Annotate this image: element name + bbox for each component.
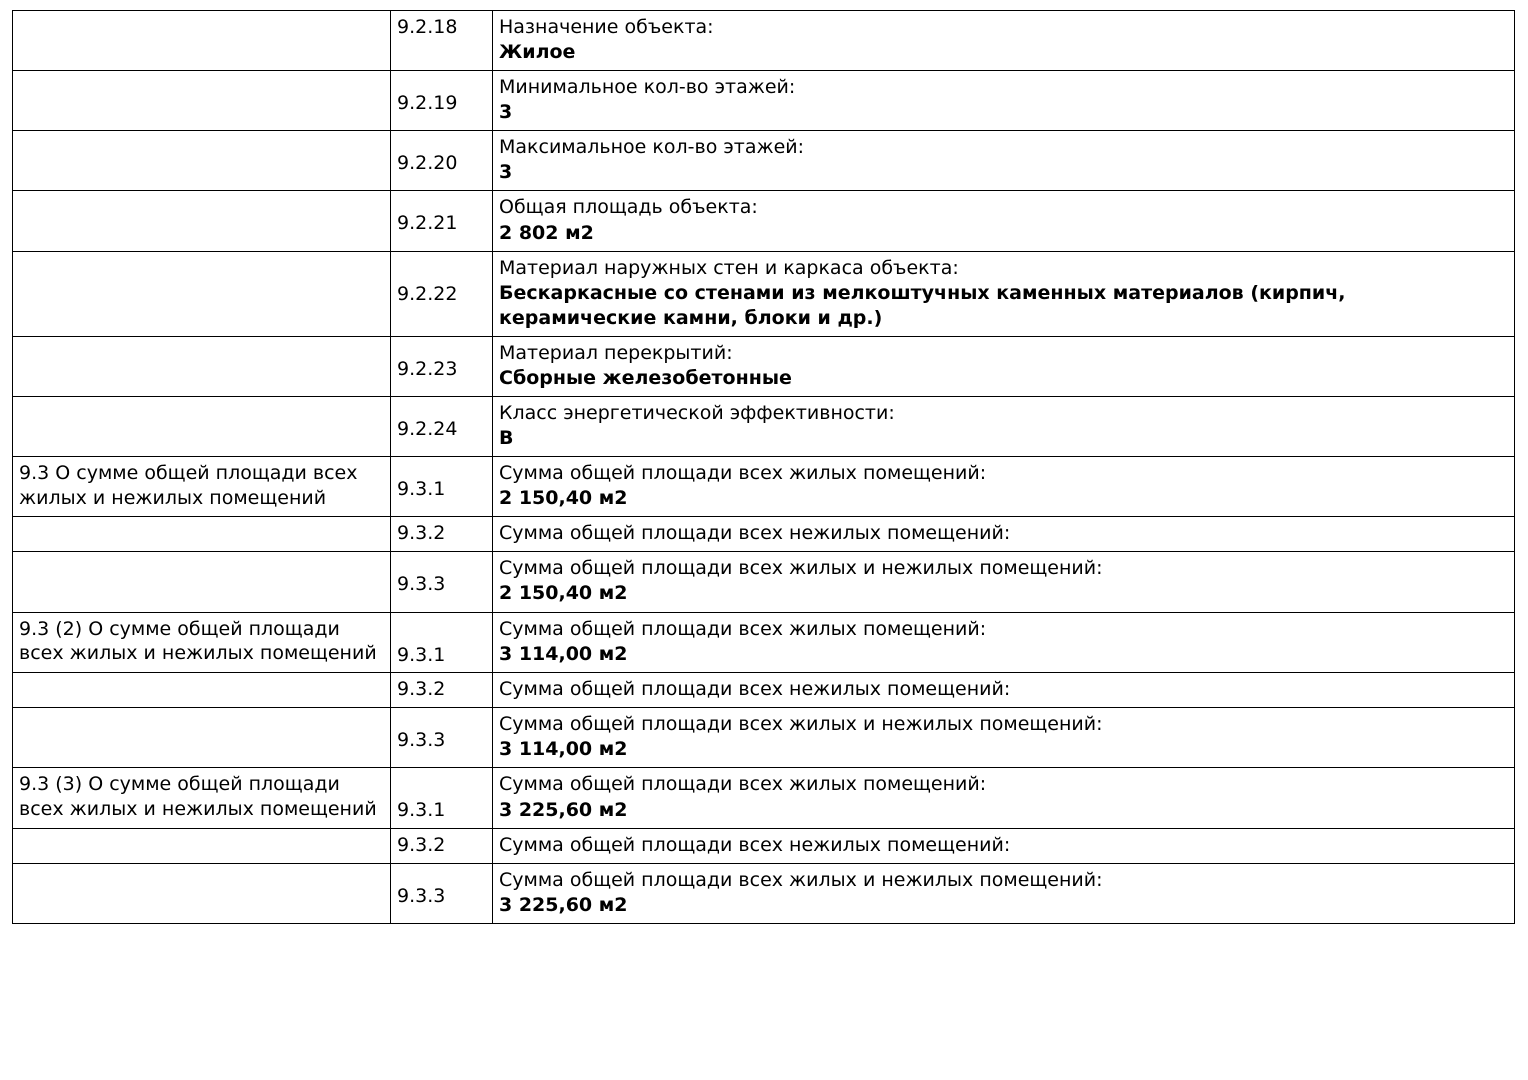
code-label: 9.2.20 bbox=[397, 152, 458, 175]
field-label: Сумма общей площади всех жилых помещений: bbox=[499, 617, 987, 640]
field-value: 3 225,60 м2 bbox=[499, 894, 628, 917]
code-label: 9.3.2 bbox=[397, 834, 446, 857]
section-cell bbox=[13, 251, 391, 336]
code-cell bbox=[391, 864, 493, 924]
field-label: Сумма общей площади всех нежилых помещений: bbox=[499, 522, 1011, 545]
field-label: Назначение объекта: bbox=[499, 16, 714, 38]
code-label: 9.3.3 bbox=[397, 573, 446, 596]
content-cell bbox=[493, 457, 1515, 517]
table-row bbox=[13, 131, 1515, 191]
content-cell bbox=[493, 11, 1515, 71]
content-cell bbox=[493, 864, 1515, 924]
code-cell bbox=[391, 71, 493, 131]
field-label: Материал наружных стен и каркаса объекта: bbox=[499, 256, 959, 279]
field-value: 3 225,60 м2 bbox=[499, 798, 628, 821]
code-label: 9.3.2 bbox=[397, 522, 446, 545]
table-row bbox=[13, 673, 1515, 708]
code-cell bbox=[391, 673, 493, 708]
code-label: 9.3.1 bbox=[397, 478, 446, 501]
code-label: 9.3.1 bbox=[397, 799, 446, 822]
code-cell bbox=[391, 191, 493, 251]
content-cell bbox=[493, 829, 1515, 864]
table-row bbox=[13, 829, 1515, 864]
field-value: 2 802 м2 bbox=[499, 221, 594, 244]
code-label: 9.3.1 bbox=[397, 643, 446, 666]
section-cell bbox=[13, 673, 391, 708]
content-cell bbox=[493, 131, 1515, 191]
field-value: 3 bbox=[499, 101, 513, 124]
section-cell bbox=[13, 517, 391, 552]
field-value: Жилое bbox=[499, 41, 576, 64]
table-row bbox=[13, 397, 1515, 457]
code-label: 9.2.21 bbox=[397, 212, 458, 235]
code-cell bbox=[391, 336, 493, 396]
section-cell bbox=[13, 457, 391, 517]
table-row bbox=[13, 708, 1515, 768]
table-row bbox=[13, 552, 1515, 612]
code-label: 9.3.2 bbox=[397, 678, 446, 701]
table-row bbox=[13, 517, 1515, 552]
code-cell bbox=[391, 11, 493, 71]
code-label: 9.2.19 bbox=[397, 92, 458, 115]
field-value: В bbox=[499, 427, 514, 450]
table-row bbox=[13, 71, 1515, 131]
field-value: 3 114,00 м2 bbox=[499, 738, 628, 761]
section-cell bbox=[13, 336, 391, 396]
table-row bbox=[13, 457, 1515, 517]
table-row bbox=[13, 11, 1515, 71]
section-cell bbox=[13, 829, 391, 864]
code-cell bbox=[391, 457, 493, 517]
table-row bbox=[13, 191, 1515, 251]
section-label: 9.3 О сумме общей площади всех жилых и нежилых помещений bbox=[19, 462, 358, 509]
field-label: Максимальное кол-во этажей: bbox=[499, 136, 805, 159]
content-cell bbox=[493, 397, 1515, 457]
code-label: 9.2.18 bbox=[397, 16, 458, 38]
field-value: 3 bbox=[499, 161, 513, 184]
field-label: Сумма общей площади всех жилых помещений: bbox=[499, 462, 987, 485]
field-value: Сборные железобетонные bbox=[499, 366, 792, 389]
field-label: Класс энергетической эффективности: bbox=[499, 402, 895, 425]
code-label: 9.2.22 bbox=[397, 282, 458, 305]
table-row bbox=[13, 864, 1515, 924]
field-label: Общая площадь объекта: bbox=[499, 196, 758, 219]
section-cell bbox=[13, 397, 391, 457]
code-label: 9.2.24 bbox=[397, 418, 458, 441]
declaration-table bbox=[12, 10, 1515, 924]
table-row bbox=[13, 768, 1515, 829]
field-label: Сумма общей площади всех жилых помещений: bbox=[499, 773, 987, 796]
code-cell bbox=[391, 829, 493, 864]
code-cell bbox=[391, 708, 493, 768]
field-value: 3 114,00 м2 bbox=[499, 642, 628, 665]
section-cell bbox=[13, 191, 391, 251]
field-label: Сумма общей площади всех жилых и нежилых помещений: bbox=[499, 557, 1103, 580]
table-row bbox=[13, 251, 1515, 336]
code-label: 9.3.3 bbox=[397, 729, 446, 752]
content-cell bbox=[493, 552, 1515, 612]
field-label: Сумма общей площади всех жилых и нежилых помещений: bbox=[499, 869, 1103, 892]
code-cell bbox=[391, 552, 493, 612]
section-label: 9.3 (3) О сумме общей площади всех жилых и нежилых помещений bbox=[19, 773, 377, 821]
section-cell bbox=[13, 864, 391, 924]
section-cell bbox=[13, 552, 391, 612]
content-cell bbox=[493, 673, 1515, 708]
content-cell bbox=[493, 612, 1515, 673]
code-cell bbox=[391, 517, 493, 552]
field-value: 2 150,40 м2 bbox=[499, 487, 628, 510]
code-label: 9.2.23 bbox=[397, 357, 458, 380]
code-cell bbox=[391, 612, 493, 673]
section-cell bbox=[13, 708, 391, 768]
section-cell bbox=[13, 11, 391, 71]
content-cell bbox=[493, 708, 1515, 768]
field-value: Бескаркасные со стенами из мелкоштучных каменных материалов (кирпич, керамические камни, блоки и др.) bbox=[499, 281, 1346, 329]
code-cell bbox=[391, 397, 493, 457]
table-body bbox=[13, 11, 1515, 924]
table-row bbox=[13, 336, 1515, 396]
content-cell bbox=[493, 517, 1515, 552]
field-label: Сумма общей площади всех жилых и нежилых помещений: bbox=[499, 713, 1103, 736]
section-cell bbox=[13, 768, 391, 829]
code-cell bbox=[391, 251, 493, 336]
code-cell bbox=[391, 131, 493, 191]
field-value: 2 150,40 м2 bbox=[499, 582, 628, 605]
content-cell bbox=[493, 768, 1515, 829]
field-label: Материал перекрытий: bbox=[499, 341, 733, 364]
field-label: Минимальное кол-во этажей: bbox=[499, 76, 796, 99]
section-label: 9.3 (2) О сумме общей площади всех жилых и нежилых помещений bbox=[19, 617, 377, 665]
field-label: Сумма общей площади всех нежилых помещений: bbox=[499, 834, 1011, 857]
section-cell bbox=[13, 71, 391, 131]
field-label: Сумма общей площади всех нежилых помещений: bbox=[499, 678, 1011, 701]
code-cell bbox=[391, 768, 493, 829]
content-cell bbox=[493, 336, 1515, 396]
table-row bbox=[13, 612, 1515, 673]
content-cell bbox=[493, 191, 1515, 251]
section-cell bbox=[13, 612, 391, 673]
section-cell bbox=[13, 131, 391, 191]
content-cell bbox=[493, 71, 1515, 131]
code-label: 9.3.3 bbox=[397, 885, 446, 908]
content-cell bbox=[493, 251, 1515, 336]
